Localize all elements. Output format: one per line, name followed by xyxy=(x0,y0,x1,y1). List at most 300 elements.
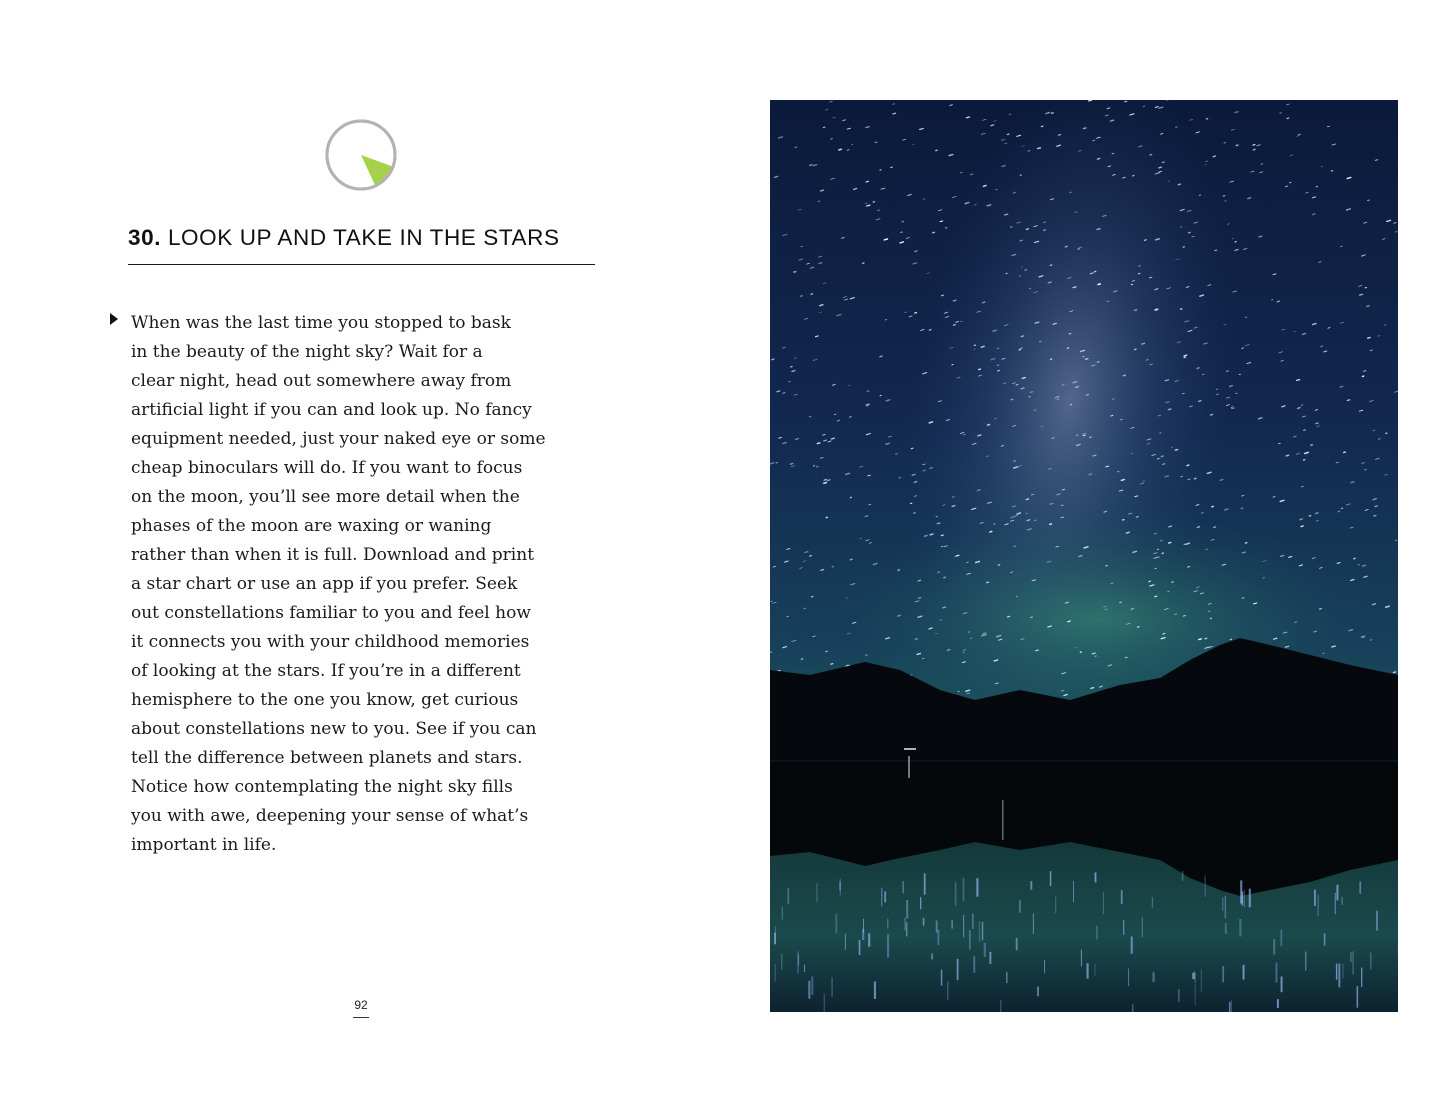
star-reflection xyxy=(887,919,888,928)
star xyxy=(1289,182,1291,183)
star-reflection xyxy=(1305,952,1306,971)
star xyxy=(1064,695,1067,696)
star xyxy=(1374,515,1376,516)
star xyxy=(833,384,836,385)
star xyxy=(1046,113,1050,114)
star xyxy=(1058,135,1060,136)
star xyxy=(1181,476,1183,477)
star xyxy=(1061,690,1063,691)
star xyxy=(1011,517,1014,518)
star xyxy=(1160,540,1162,541)
star xyxy=(918,580,921,581)
star xyxy=(930,534,933,535)
star xyxy=(779,437,782,438)
star-reflection xyxy=(1142,917,1143,937)
star xyxy=(914,482,917,483)
star xyxy=(1022,378,1025,379)
star xyxy=(1017,513,1020,514)
star xyxy=(1197,368,1199,369)
star xyxy=(850,559,852,560)
star xyxy=(1044,230,1046,231)
star xyxy=(970,174,972,175)
star-reflection xyxy=(957,959,959,980)
star xyxy=(1370,640,1372,641)
star-reflection xyxy=(1225,923,1227,934)
star xyxy=(1235,393,1237,394)
star xyxy=(1021,336,1023,337)
star-reflection xyxy=(1222,966,1224,982)
star xyxy=(1020,240,1022,241)
star xyxy=(1351,482,1354,483)
star xyxy=(925,536,927,537)
star xyxy=(885,320,887,321)
star xyxy=(801,659,803,660)
star xyxy=(902,221,904,222)
star xyxy=(1363,565,1366,566)
star xyxy=(1384,325,1386,326)
star xyxy=(1375,160,1377,161)
star xyxy=(827,480,829,481)
star-reflection xyxy=(1131,937,1133,954)
star xyxy=(1175,450,1177,451)
star xyxy=(1294,436,1296,437)
star xyxy=(930,468,933,469)
star xyxy=(983,302,985,303)
star-reflection xyxy=(804,965,805,973)
star xyxy=(1125,657,1127,658)
star xyxy=(790,464,792,465)
star xyxy=(1378,336,1380,337)
star xyxy=(922,658,924,659)
star-reflection xyxy=(1350,952,1351,962)
star xyxy=(1150,155,1152,156)
star xyxy=(1135,496,1138,497)
star xyxy=(1215,250,1217,251)
star xyxy=(831,139,833,140)
star xyxy=(1091,688,1094,689)
star xyxy=(1050,503,1053,504)
star xyxy=(1069,333,1071,334)
star-reflection xyxy=(1195,984,1196,1005)
star xyxy=(1314,631,1317,632)
star xyxy=(1245,543,1247,544)
star xyxy=(1216,394,1218,395)
chapter-title xyxy=(128,222,595,254)
star xyxy=(1183,393,1185,394)
star xyxy=(1005,524,1008,525)
star xyxy=(1052,113,1054,114)
star xyxy=(1155,596,1157,597)
star xyxy=(839,149,842,150)
star xyxy=(937,523,940,524)
body-line: of looking at the stars. If you’re in a different xyxy=(131,661,521,681)
star xyxy=(1207,472,1211,473)
body-line: a star chart or use an app if you prefer. Seek xyxy=(131,574,518,594)
chapter-heading xyxy=(128,222,595,265)
star-reflection xyxy=(904,918,905,931)
star-reflection xyxy=(1132,1004,1133,1012)
star-reflection xyxy=(963,915,964,938)
star xyxy=(775,176,778,177)
star xyxy=(1011,399,1013,400)
star xyxy=(810,165,812,166)
star xyxy=(1021,348,1023,349)
star-reflection xyxy=(859,940,861,955)
star xyxy=(1078,249,1080,250)
star xyxy=(824,480,826,481)
star-reflection xyxy=(972,914,973,929)
star xyxy=(952,364,953,365)
star-reflection xyxy=(832,977,833,997)
star xyxy=(1125,101,1127,102)
star xyxy=(1301,526,1303,527)
star-reflection xyxy=(955,882,957,906)
body-line: on the moon, you’ll see more detail when the xyxy=(131,487,520,507)
star xyxy=(1313,324,1316,325)
star xyxy=(1178,184,1180,185)
star xyxy=(915,313,917,314)
star xyxy=(1084,128,1086,129)
star-reflection xyxy=(931,953,933,959)
star xyxy=(1320,609,1322,610)
star-reflection xyxy=(936,921,938,933)
star xyxy=(1313,214,1315,215)
star xyxy=(1189,232,1191,233)
star-reflection xyxy=(906,900,908,918)
star-reflection xyxy=(874,982,876,1000)
star xyxy=(1036,650,1039,651)
star-reflection xyxy=(1006,972,1007,983)
star xyxy=(956,321,959,322)
star xyxy=(979,369,981,370)
star xyxy=(987,582,989,583)
star xyxy=(1031,617,1033,618)
star-reflection xyxy=(1225,896,1226,919)
star-reflection xyxy=(963,878,965,902)
star xyxy=(978,435,981,436)
star xyxy=(977,490,980,491)
star-reflection xyxy=(924,873,926,894)
star-reflection xyxy=(1276,963,1278,983)
star xyxy=(813,165,816,166)
star xyxy=(988,425,990,426)
star xyxy=(1027,520,1030,521)
star xyxy=(1298,408,1301,409)
star-reflection xyxy=(1317,895,1319,916)
star xyxy=(820,305,823,306)
star-reflection xyxy=(774,933,776,945)
star xyxy=(821,190,824,191)
star xyxy=(842,238,845,239)
star xyxy=(1213,156,1215,157)
star-reflection xyxy=(835,914,837,934)
star xyxy=(918,598,920,599)
star xyxy=(1041,126,1043,127)
chapter-title-text: LOOK UP AND TAKE IN THE STARS xyxy=(167,225,560,250)
star-reflection xyxy=(1343,964,1344,979)
star xyxy=(1306,192,1308,193)
star xyxy=(967,693,969,694)
star xyxy=(1281,556,1284,557)
star xyxy=(1002,166,1005,167)
star xyxy=(1009,114,1011,115)
star xyxy=(1030,392,1033,393)
star xyxy=(1277,301,1280,302)
star xyxy=(823,434,826,435)
star xyxy=(939,401,942,402)
star xyxy=(1097,159,1099,160)
star-reflection xyxy=(984,943,986,957)
star xyxy=(866,404,869,405)
star-reflection xyxy=(1231,1000,1232,1012)
star xyxy=(910,503,912,504)
star xyxy=(1111,120,1114,121)
star-reflection xyxy=(868,933,870,947)
star xyxy=(868,475,871,476)
star-reflection xyxy=(1033,913,1034,934)
body-paragraph xyxy=(131,309,611,860)
star xyxy=(1086,395,1088,396)
star-reflection xyxy=(989,952,991,964)
star xyxy=(1201,513,1203,514)
star xyxy=(878,210,880,211)
star-reflection xyxy=(923,918,925,926)
star xyxy=(875,142,877,143)
star xyxy=(915,251,918,252)
star xyxy=(1133,551,1136,552)
star-reflection xyxy=(775,927,776,933)
star xyxy=(1301,405,1303,406)
star-reflection xyxy=(1352,951,1353,974)
star xyxy=(1098,284,1100,285)
star xyxy=(1321,346,1323,347)
star xyxy=(1235,112,1238,113)
star xyxy=(1227,371,1229,372)
star-reflection xyxy=(1016,938,1018,951)
star xyxy=(1316,423,1318,424)
star xyxy=(1126,532,1129,533)
star-reflection xyxy=(1361,968,1362,988)
star xyxy=(1163,464,1165,465)
star xyxy=(1013,192,1016,193)
star xyxy=(974,204,976,205)
star xyxy=(794,272,796,273)
star xyxy=(915,639,917,640)
star-reflection xyxy=(1342,897,1343,905)
body-line: tell the difference between planets and stars. xyxy=(131,748,523,768)
star xyxy=(1086,359,1089,360)
star-reflection xyxy=(824,994,825,1013)
star xyxy=(981,346,984,347)
star xyxy=(1280,113,1282,114)
star xyxy=(1007,616,1010,617)
body-line: important in life. xyxy=(131,835,277,855)
star-reflection xyxy=(1370,953,1372,970)
star-reflection xyxy=(1073,881,1074,902)
star xyxy=(865,516,868,517)
star xyxy=(1305,452,1309,453)
star-reflection xyxy=(1281,930,1283,947)
star xyxy=(1111,583,1113,584)
star-reflection xyxy=(938,930,940,945)
star xyxy=(886,443,889,444)
star xyxy=(837,420,839,421)
star xyxy=(1175,614,1177,615)
star-reflection xyxy=(1201,969,1202,992)
star-reflection xyxy=(1103,892,1104,914)
body-line: artificial light if you can and look up. No fancy xyxy=(131,400,532,420)
star xyxy=(1324,351,1327,352)
star xyxy=(1242,552,1245,553)
star xyxy=(1208,611,1210,612)
page-number-underline xyxy=(353,1017,369,1018)
star-reflection xyxy=(1050,871,1051,886)
star-reflection xyxy=(947,981,948,999)
star xyxy=(1316,513,1318,514)
body-line: about constellations new to you. See if you can xyxy=(131,719,537,739)
star xyxy=(1287,118,1289,119)
star xyxy=(866,127,869,128)
page-number: 92 xyxy=(354,998,368,1012)
star xyxy=(1048,282,1051,283)
body-line: rather than when it is full. Download and print xyxy=(131,545,535,565)
star xyxy=(954,325,956,326)
star-reflection xyxy=(863,919,864,933)
star xyxy=(1273,497,1275,498)
star-reflection xyxy=(817,883,818,902)
left-page xyxy=(0,0,722,1112)
star xyxy=(929,628,932,629)
star xyxy=(1163,633,1165,634)
star xyxy=(905,312,907,313)
star xyxy=(1095,656,1097,657)
star xyxy=(810,556,812,557)
star-reflection xyxy=(1359,882,1361,894)
star xyxy=(929,422,932,423)
star xyxy=(1395,540,1397,541)
body-line: out constellations familiar to you and feel how xyxy=(131,603,531,623)
star xyxy=(1253,145,1255,146)
star-reflection xyxy=(969,930,970,950)
star xyxy=(1105,115,1108,116)
star xyxy=(867,406,869,407)
star xyxy=(770,652,772,653)
body-line: you with awe, deepening your sense of what’s xyxy=(131,806,529,826)
star xyxy=(867,205,870,206)
star xyxy=(1188,567,1190,568)
star xyxy=(898,615,901,616)
star xyxy=(1123,375,1125,376)
star xyxy=(987,205,991,206)
star xyxy=(824,483,827,484)
body-line: it connects you with your childhood memories xyxy=(131,632,530,652)
star xyxy=(1224,143,1226,144)
chapter-number: 30. xyxy=(128,225,162,250)
star-reflection xyxy=(1249,889,1251,908)
star xyxy=(1133,176,1135,177)
star xyxy=(942,295,944,296)
star xyxy=(791,367,793,368)
star-reflection xyxy=(1044,960,1045,973)
star xyxy=(1253,149,1255,150)
star xyxy=(1067,348,1069,349)
star xyxy=(953,300,956,301)
star xyxy=(1057,145,1060,146)
star xyxy=(1076,387,1079,388)
star xyxy=(863,263,864,264)
star-reflection xyxy=(797,951,798,973)
star xyxy=(1248,198,1251,199)
star xyxy=(819,263,822,264)
star xyxy=(811,294,813,295)
star xyxy=(1169,526,1172,527)
star xyxy=(947,650,949,651)
star xyxy=(1015,515,1017,516)
star xyxy=(1289,557,1292,558)
star xyxy=(1093,455,1096,456)
star-reflection xyxy=(1182,871,1184,881)
star-reflection xyxy=(1000,1000,1001,1012)
body-line: in the beauty of the night sky? Wait for a xyxy=(131,342,483,362)
star-reflection xyxy=(1376,911,1378,931)
star-reflection xyxy=(1239,919,1241,936)
star-reflection xyxy=(1335,893,1336,914)
star xyxy=(997,365,999,366)
star xyxy=(941,535,943,536)
star-reflection xyxy=(1095,964,1096,976)
star xyxy=(998,371,1000,372)
star xyxy=(1065,602,1068,603)
star-reflection xyxy=(1243,965,1245,980)
star xyxy=(1121,480,1124,481)
star xyxy=(1068,621,1070,622)
star xyxy=(1183,616,1185,617)
star xyxy=(1107,301,1109,302)
star-reflection xyxy=(1273,939,1275,955)
star xyxy=(1038,148,1041,149)
star xyxy=(940,221,943,222)
star-reflection xyxy=(1324,933,1326,945)
star-reflection xyxy=(973,956,975,973)
star xyxy=(1197,527,1199,528)
star xyxy=(1199,639,1202,640)
star-reflection xyxy=(1096,926,1097,940)
star xyxy=(1050,524,1052,525)
star xyxy=(821,570,824,571)
star xyxy=(917,654,920,655)
star xyxy=(1161,456,1163,457)
star xyxy=(963,650,965,651)
star xyxy=(1020,175,1021,176)
body-line: Notice how contemplating the night sky fills xyxy=(131,777,513,797)
star-reflection xyxy=(1030,881,1032,890)
star xyxy=(1300,519,1303,520)
star xyxy=(1014,546,1016,547)
star xyxy=(1297,380,1300,381)
star xyxy=(826,109,828,110)
star-reflection xyxy=(1152,897,1153,908)
star xyxy=(1337,563,1340,564)
star xyxy=(1014,461,1016,462)
star-reflection xyxy=(845,934,846,950)
star-reflection xyxy=(1357,986,1359,1008)
star-reflection xyxy=(1019,900,1021,913)
star xyxy=(1138,266,1140,267)
star xyxy=(933,232,935,233)
star-reflection xyxy=(1128,968,1129,986)
star xyxy=(847,150,849,151)
star xyxy=(1393,672,1395,673)
